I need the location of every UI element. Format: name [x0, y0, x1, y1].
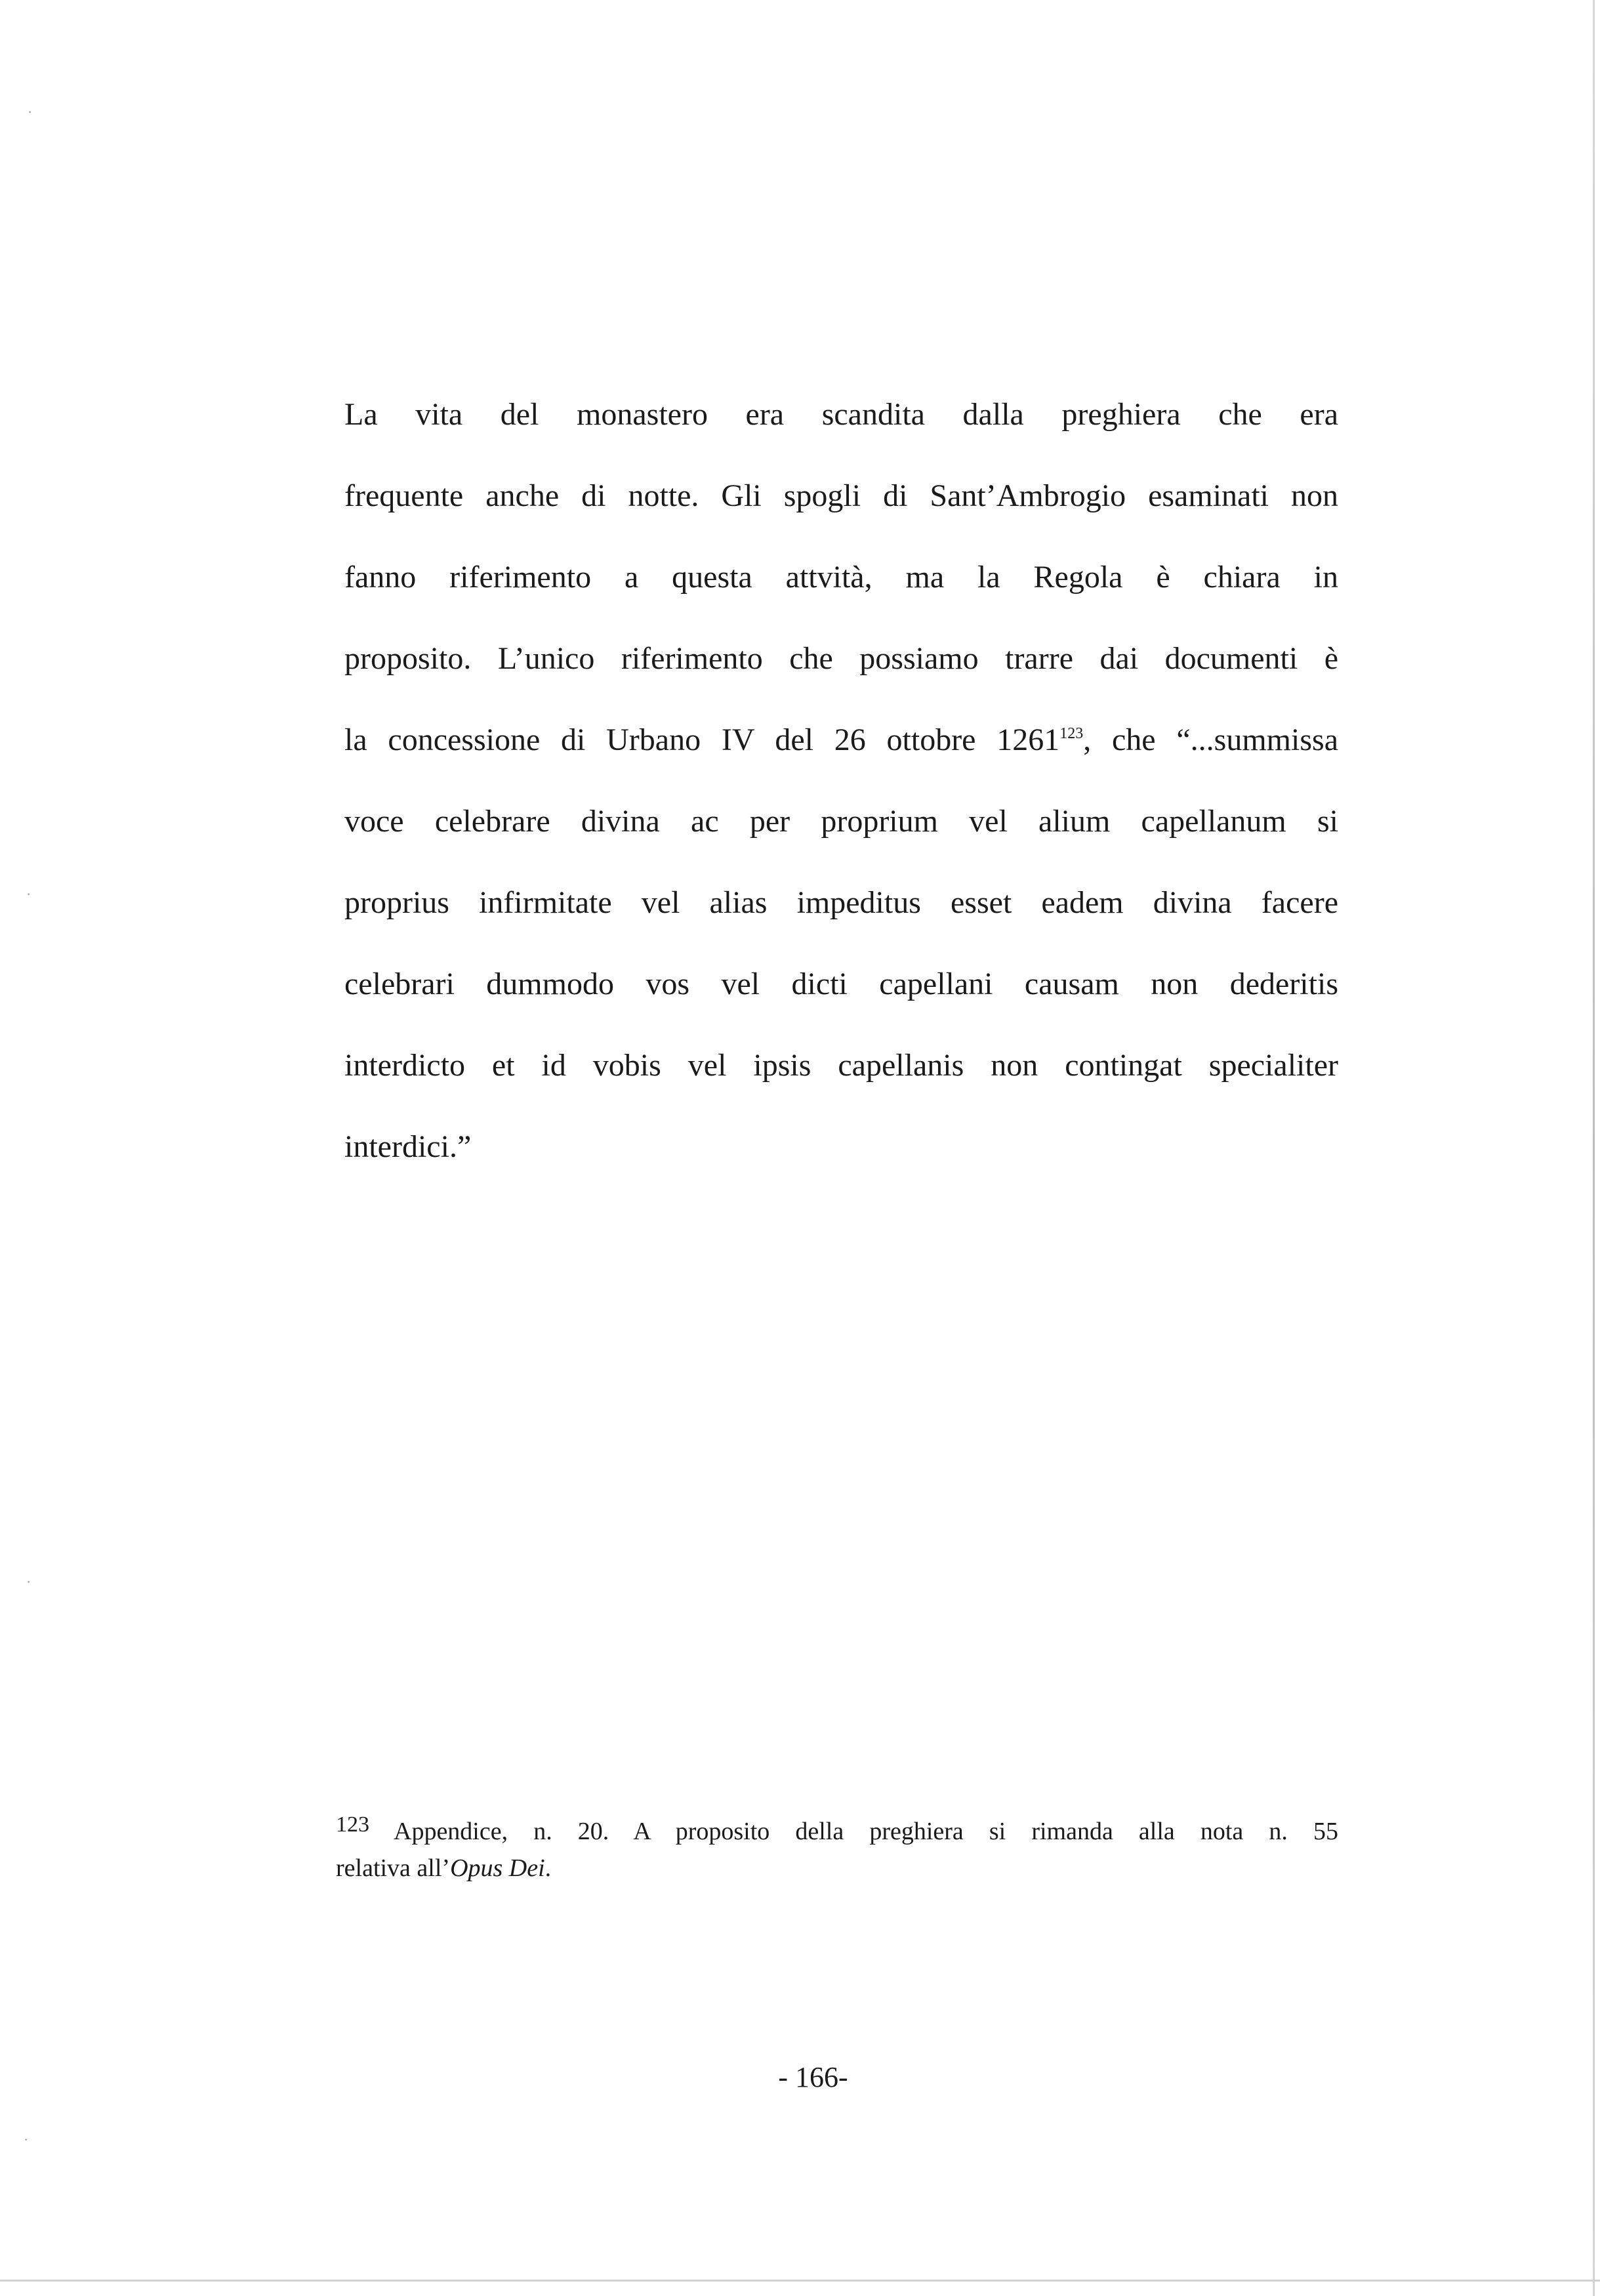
- footnote-line: [336, 1850, 1338, 1886]
- scan-speck: ·: [26, 1574, 31, 1590]
- footnote-reference[interactable]: 123: [1059, 725, 1084, 742]
- page-edge-right: [1593, 0, 1595, 2296]
- body-line: interdicto et id vobis vel ipsis capellanis non contingat specialiter: [344, 1048, 1338, 1083]
- body-line-with-footnote-ref: [344, 699, 1338, 781]
- body-line: fanno riferimento a questa attvità, ma la Regola è chiara in: [344, 560, 1338, 595]
- footnote-text: relativa all’: [336, 1854, 451, 1882]
- footnote-number: 123: [336, 1812, 369, 1837]
- footnote-text: Appendice, n. 20. A proposito della preghiera si rimanda alla nota n. 55: [394, 1818, 1338, 1845]
- footnote-line: [336, 1814, 1338, 1850]
- body-text: [344, 374, 1338, 1188]
- body-line: frequente anche di notte. Gli spogli di Sant’Ambrogio esaminati non: [344, 478, 1338, 513]
- scan-speck: ·: [26, 886, 31, 902]
- footnote-text: .: [544, 1854, 552, 1882]
- body-line: celebrari dummodo vos vel dicti capellani causam non dederitis: [344, 967, 1338, 1001]
- body-line-text: , che “...summissa: [1083, 722, 1338, 757]
- page-edge-bottom: [0, 2280, 1600, 2282]
- scan-speck: ·: [28, 104, 33, 120]
- page-number: - 166-: [778, 2061, 848, 2093]
- footnote: [336, 1814, 1338, 1886]
- scan-speck: ·: [24, 2131, 29, 2148]
- body-line: La vita del monastero era scandita dalla preghiera che era: [344, 397, 1338, 432]
- body-line-text: la concessione di Urbano IV del 26 ottobre 1261: [344, 722, 1060, 757]
- body-line: proprius infirmitate vel alias impeditus esset eadem divina facere: [344, 885, 1338, 920]
- footnote-italic-title: Opus Dei: [450, 1854, 545, 1882]
- body-line: proposito. L’unico riferimento che possiamo trarre dai documenti è: [344, 641, 1338, 676]
- body-line: interdici.”: [344, 1129, 472, 1164]
- body-line: voce celebrare divina ac per proprium vel alium capellanum si: [344, 804, 1338, 839]
